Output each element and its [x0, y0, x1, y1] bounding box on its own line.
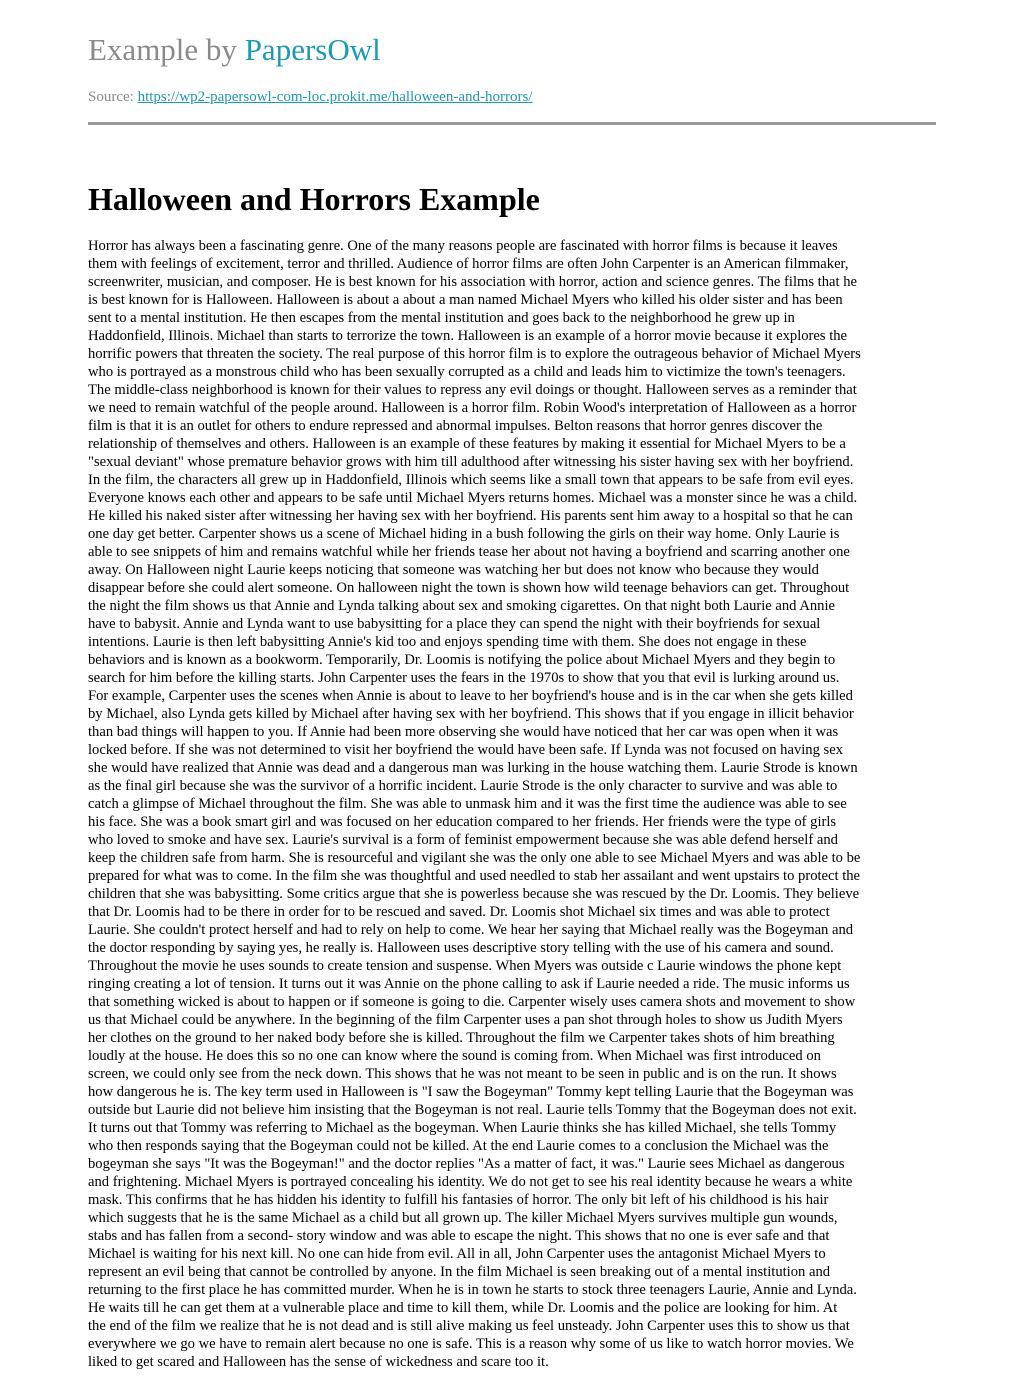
essay-line: horrific powers that threaten the society. The real purpose of this horror film is to explore the outrageous behavior of Michael Myers	[88, 346, 861, 362]
essay-line: his face. She was a book smart girl and was focused on her education compared to her friends. Her friends were the type of girls	[88, 814, 837, 830]
essay-line: behaviors and is known as a bookworm. Temporarily, Dr. Loomis is notifying the police about Michael Myers and they begin to	[88, 652, 836, 668]
essay-line: Michael is waiting for his next kill. No one can hide from evil. All in all, John Carpenter uses the antagonist Michael Myers to	[88, 1246, 826, 1262]
essay-line: search for him before the killing starts. John Carpenter uses the fears in the 1970s to show that you that evil is lurking around us.	[88, 670, 840, 686]
essay-line: ringing creating a lot of tension. It turns out it was Annie on the phone calling to ask if Laurie needed a ride. The music informs us	[88, 976, 850, 992]
page-header	[88, 30, 936, 107]
essay-line: away. On Halloween night Laurie keeps noticing that someone was watching her but does not know who because they would	[88, 562, 819, 578]
essay-line: It turns out that Tommy was referring to Michael as the bogeyman. When Laurie thinks she has killed Michael, she tells Tommy	[88, 1120, 837, 1136]
essay-line: bogeyman she says "It was the Bogeyman!" and the doctor replies "As a matter of fact, it was." Laurie sees Michael as dangerous	[88, 1156, 845, 1172]
brand-prefix: Example by	[88, 32, 245, 67]
essay-line: locked before. If she was not determined to visit her boyfriend the would have been safe. If Lynda was not focused on having sex	[88, 742, 843, 758]
essay-line: Everyone knows each other and appears to be safe until Michael Myers returns homes. Michael was a monster since he was a child.	[88, 490, 858, 506]
essay-line: keep the children safe from harm. She is resourceful and vigilant she was the only one able to see Michael Myers and was able to be	[88, 850, 861, 866]
essay-line: able to see snippets of him and remains watchful while her friends tease her about not having a boyfriend and scarring another one	[88, 544, 850, 560]
essay-line: stabs and has fallen from a second- story window and was able to escape the night. This shows that no one is ever safe and that	[88, 1228, 830, 1244]
document-title: Halloween and Horrors Example	[88, 181, 540, 217]
essay-line: who is portrayed as a monstrous child who has been sexually corrupted as a child and leads him to victimize the town's teenagers.	[88, 364, 846, 380]
essay-line: outside but Laurie did not believe him insisting that the Bogeyman is not real. Laurie tells Tommy that the Bogeyman does not exit.	[88, 1102, 857, 1118]
essay-line: loudly at the house. He does this so no one can know where the sound is coming from. When Michael was first introduced on	[88, 1048, 821, 1064]
essay-line: sent to a mental institution. He then escapes from the mental institution and goes back to the neighborhood he grew up in	[88, 310, 795, 326]
essay-line: which suggests that he is the same Michael as a child but all grown up. The killer Michael Myers survives multiple gun wounds,	[88, 1210, 838, 1226]
essay-line: as the final girl because she was the survivor of a horrific incident. Laurie Strode is the only character to survive and was able to	[88, 778, 838, 794]
essay-line: that Dr. Loomis had to be there in order for to be rescued and saved. Dr. Loomis shot Michael six times and was able to protect	[88, 904, 830, 920]
essay-line: mask. This confirms that he has hidden his identity to fulfill his fantasies of horror. The only bit left of his childhood is his hair	[88, 1192, 829, 1208]
header-divider	[88, 122, 936, 125]
essay-line: He killed his naked sister after witnessing her having sex with her boyfriend. His parents sent him away to a hospital so that he can	[88, 508, 853, 524]
source-label: Source:	[88, 89, 138, 105]
essay-line: is best known for is Halloween. Halloween is about a about a man named Michael Myers who killed his older sister and has been	[88, 292, 843, 308]
essay-line: The middle-class neighborhood is known for their values to repress any evil doings or thought. Halloween serves as a reminder that	[88, 382, 857, 398]
essay-line: returning to the first place he has committed murder. When he is in town he starts to stock three teenagers Laurie, Annie and Lynda.	[88, 1282, 857, 1298]
essay-line: intentions. Laurie is then left babysitting Annie's kid too and enjoys spending time with them. She does not engage in these	[88, 634, 807, 650]
essay-line: He waits till he can get them at a vulnerable place and time to kill them, while Dr. Loomis and the police are looking for him. At	[88, 1300, 838, 1316]
essay-line: relationship of themselves and others. Halloween is an example of these features by making it essential for Michael Myers to be a	[88, 436, 846, 452]
essay-line: everywhere we go we have to remain alert because no one is safe. This is a reason why some of us like to watch horror movies. We	[88, 1336, 854, 1352]
essay-line: one day get better. Carpenter shows us a scene of Michael hiding in a bush following the girls on their way home. Only Laurie is	[88, 526, 840, 542]
essay-line: us that Michael could be anywhere. In the beginning of the film Carpenter uses a pan shot through holes to show us Judith Myers	[88, 1012, 843, 1028]
essay-line: represent an evil being that cannot be controlled by anyone. In the film Michael is seen breaking out of a mental institution and	[88, 1264, 831, 1280]
essay-line: Throughout the movie he uses sounds to create tension and suspense. When Myers was outside c Laurie windows the phone kept	[88, 958, 842, 974]
essay-line: children that she was babysitting. Some critics argue that she is powerless because she was rescued by the Dr. Loomis. They believe	[88, 886, 860, 902]
essay-line: Haddonfield, Illinois. Michael than starts to terrorize the town. Halloween is an example of a horror movie because it explores the	[88, 328, 848, 344]
brand-line	[88, 30, 936, 70]
essay-line: how dangerous he is. The key term used in Halloween is "I saw the Bogeyman" Tommy kept telling Laurie that the Bogeyman was	[88, 1084, 854, 1100]
essay-line: screenwriter, musician, and composer. He is best known for his association with horror, action and science genres. The films that he	[88, 274, 857, 290]
essay-line: her clothes on the ground to her naked body before she is killed. Throughout the film we Carpenter takes shots of him breathing	[88, 1030, 835, 1046]
essay-body	[88, 237, 938, 1371]
essay-line: disappear before she could alert someone. On halloween night the town is shown how wild teenage behaviors can get. Throughout	[88, 580, 850, 596]
essay-line: prepared for what was to come. In the film she was thoughtful and used needled to stab her assailant and went upstairs to protect the	[88, 868, 861, 884]
source-url-link[interactable]: https://wp2-papersowl-com-loc.prokit.me/halloween-and-horrors/	[137, 89, 533, 105]
essay-line: by Michael, also Lynda gets killed by Michael after having sex with her boyfriend. This shows that if you engage in illicit behavior	[88, 706, 854, 722]
essay-line: who loved to smoke and have sex. Laurie's survival is a form of feminist empowerment because she was able defend herself and	[88, 832, 838, 848]
essay-line: film is that it is an outlet for others to endure repressed and abnormal impulses. Belton reasons that horror genres discover the	[88, 418, 823, 434]
essay-line: catch a glimpse of Michael throughout the film. She was able to unmask him and it was the first time the audience was able to see	[88, 796, 847, 812]
essay-line: who then responds saying that the Bogeyman could not be killed. At the end Laurie comes to a conclusion the Michael was the	[88, 1138, 829, 1154]
essay-line: she would have realized that Annie was dead and a dangerous man was lurking in the house watching them. Laurie Strode is known	[88, 760, 858, 776]
essay-line: "sexual deviant" whose premature behavior grows with him till adulthood after witnessing his sister having sex with her boyfriend.	[88, 454, 854, 470]
brand-name-link[interactable]: PapersOwl	[244, 32, 381, 67]
essay-line: them with feelings of excitement, terror and thrilled. Audience of horror films are often John Carpenter is an American filmmaker,	[88, 256, 849, 272]
essay-line: have to babysit. Annie and Lynda want to use babysitting for a place they can spend the night with their boyfriends for sexual	[88, 616, 821, 632]
essay-line: screen, we could only see from the neck down. This shows that he was not meant to be seen in public and is on the run. It shows	[88, 1066, 837, 1082]
essay-line: For example, Carpenter uses the scenes when Annie is about to leave to her boyfriend's house and is in the car when she gets killed	[88, 688, 853, 704]
essay-line: the end of the film we realize that he is not dead and is still alive making us feel unsteady. John Carpenter uses this to show us that	[88, 1318, 850, 1334]
essay-line: Horror has always been a fascinating genre. One of the many reasons people are fascinated with horror films is because it leaves	[88, 238, 838, 254]
essay-line: and frightening. Michael Myers is portrayed concealing his identity. We do not get to see his real identity because he wears a white	[88, 1174, 853, 1190]
essay-line: In the film, the characters all grew up in Haddonfield, Illinois which seems like a small town that appears to be safe from evil eyes.	[88, 472, 854, 488]
essay-line: that something wicked is about to happen or if someone is going to die. Carpenter wisely uses camera shots and movement to show	[88, 994, 856, 1010]
essay-line: we need to remain watchful of the people around. Halloween is a horror film. Robin Wood's interpretation of Halloween as a horror	[88, 400, 857, 416]
essay-line: Laurie. She couldn't protect herself and had to rely on help to come. We hear her saying that Michael really was the Bogeyman and	[88, 922, 854, 938]
essay-line: the doctor responding by saying yes, he really is. Halloween uses descriptive story telling with the use of his camera and sound.	[88, 940, 834, 956]
essay-line: the night the film shows us that Annie and Lynda talking about sex and smoking cigarettes. On that night both Laurie and Annie	[88, 598, 835, 614]
source-line	[88, 87, 936, 107]
essay-line: liked to get scared and Halloween has the sense of wickedness and scare too it.	[88, 1354, 549, 1370]
essay-line: than bad things will happen to you. If Annie had been more observing she would have noticed that her car was open when it was	[88, 724, 839, 740]
